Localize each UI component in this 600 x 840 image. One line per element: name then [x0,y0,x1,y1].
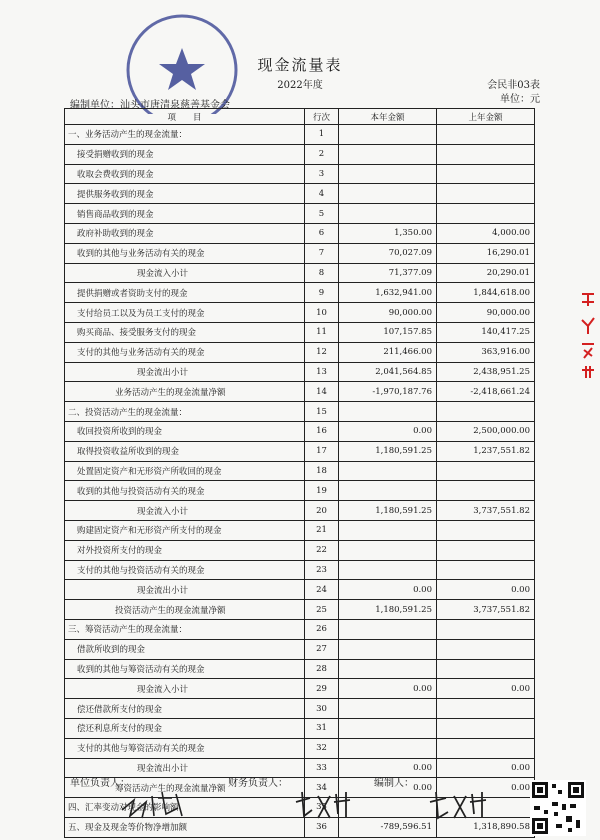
row-current-amount [339,639,437,659]
table-row [65,421,535,441]
row-previous-amount: 90,000.00 [437,303,535,323]
table-row [65,342,535,362]
row-item-label: 收回投资所收到的现金 [65,421,305,441]
row-item-label: 收到的其他与筹资活动有关的现金 [65,659,305,679]
row-previous-amount [437,619,535,639]
row-previous-amount [437,184,535,204]
row-current-amount: 0.00 [339,580,437,600]
principal-label: 单位负责人： [70,778,130,789]
row-item-label: 支付的其他与业务活动有关的现金 [65,342,305,362]
row-item-label: 收到的其他与投资活动有关的现金 [65,481,305,501]
row-line-number: 22 [305,540,339,560]
row-line-number: 32 [305,738,339,758]
table-row [65,481,535,501]
row-line-number: 13 [305,362,339,382]
row-previous-amount [437,481,535,501]
table-row [65,402,535,422]
table-row [65,184,535,204]
row-line-number: 6 [305,223,339,243]
row-previous-amount [437,718,535,738]
unit-label: 单位：元 [500,94,540,105]
row-previous-amount [437,125,535,145]
row-current-amount: 107,157.85 [339,322,437,342]
table-row [65,639,535,659]
organization-label: 编制单位：汕头市唐清泉慈善基金会 [70,100,230,111]
column-header-line: 行次 [305,109,339,125]
table-row [65,125,535,145]
document-title: 现金流量表 [257,56,343,74]
table-row [65,619,535,639]
row-item-label: 业务活动产生的现金流量净额 [65,382,305,402]
row-previous-amount: 0.00 [437,758,535,778]
row-previous-amount [437,699,535,719]
row-item-label: 购建固定资产和无形资产所支付的现金 [65,520,305,540]
row-line-number: 8 [305,263,339,283]
row-line-number: 9 [305,283,339,303]
row-line-number: 19 [305,481,339,501]
signature-principal [118,788,188,822]
row-line-number: 23 [305,560,339,580]
row-item-label: 提供捐赠或者资助支付的现金 [65,283,305,303]
row-item-label: 取得投资收益所收到的现金 [65,441,305,461]
row-item-label: 现金流入小计 [65,263,305,283]
row-line-number: 1 [305,125,339,145]
table-row [65,738,535,758]
row-current-amount [339,540,437,560]
row-line-number: 7 [305,243,339,263]
row-previous-amount [437,144,535,164]
row-current-amount: 0.00 [339,421,437,441]
row-current-amount [339,699,437,719]
table-row [65,441,535,461]
row-line-number: 30 [305,699,339,719]
row-current-amount [339,125,437,145]
row-previous-amount: 0.00 [437,778,535,798]
row-line-number: 20 [305,501,339,521]
row-item-label: 二、投资活动产生的现金流量： [65,402,305,422]
table-row [65,362,535,382]
row-current-amount [339,184,437,204]
table-row [65,659,535,679]
row-previous-amount: 1,318,890.58 [437,817,535,837]
row-previous-amount: 140,417.25 [437,322,535,342]
row-previous-amount: 2,438,951.25 [437,362,535,382]
row-line-number: 3 [305,164,339,184]
row-line-number: 18 [305,461,339,481]
row-item-label: 销售商品收到的现金 [65,204,305,224]
row-previous-amount [437,204,535,224]
fiscal-year: 2022年度 [277,80,323,91]
row-line-number: 14 [305,382,339,402]
row-item-label: 五、现金及现金等价物净增加额 [65,817,305,837]
row-item-label: 现金流出小计 [65,362,305,382]
row-previous-amount: 4,000.00 [437,223,535,243]
row-previous-amount: 1,237,551.82 [437,441,535,461]
row-item-label: 购买商品、接受服务支付的现金 [65,322,305,342]
row-line-number: 26 [305,619,339,639]
row-previous-amount [437,540,535,560]
row-current-amount [339,461,437,481]
table-row [65,520,535,540]
table-row [65,322,535,342]
table-row [65,501,535,521]
column-header-current-year: 本年金额 [339,109,437,125]
row-item-label: 对外投资所支付的现金 [65,540,305,560]
row-item-label: 支付的其他与投资活动有关的现金 [65,560,305,580]
row-current-amount: 71,377.09 [339,263,437,283]
row-previous-amount: 3,737,551.82 [437,600,535,620]
preparer-label: 编制人： [374,778,414,789]
row-current-amount [339,560,437,580]
row-current-amount: 0.00 [339,758,437,778]
row-item-label: 支付给员工以及为员工支付的现金 [65,303,305,323]
row-line-number: 5 [305,204,339,224]
finance-label: 财务负责人： [228,778,288,789]
row-line-number: 34 [305,778,339,798]
row-line-number: 31 [305,718,339,738]
row-current-amount: 1,350.00 [339,223,437,243]
row-current-amount: 1,180,591.25 [339,600,437,620]
row-previous-amount [437,461,535,481]
form-code: 会民非03表 [487,80,540,91]
row-previous-amount: 1,844,618.00 [437,283,535,303]
table-row [65,758,535,778]
row-previous-amount: -2,418,661.24 [437,382,535,402]
row-previous-amount [437,560,535,580]
column-header-item: 项 目 [65,109,305,125]
row-line-number: 29 [305,679,339,699]
table-row [65,243,535,263]
row-item-label: 处置固定资产和无形资产所收回的现金 [65,461,305,481]
row-current-amount: 2,041,564.85 [339,362,437,382]
row-item-label: 现金流出小计 [65,758,305,778]
row-line-number: 36 [305,817,339,837]
table-header-row [65,109,535,125]
row-current-amount: 0.00 [339,778,437,798]
table-row [65,382,535,402]
cash-flow-table [64,108,535,838]
row-current-amount [339,520,437,540]
row-item-label: 支付的其他与筹资活动有关的现金 [65,738,305,758]
row-line-number: 27 [305,639,339,659]
row-item-label: 提供服务收到的现金 [65,184,305,204]
row-current-amount: 1,180,591.25 [339,501,437,521]
row-item-label: 现金流入小计 [65,501,305,521]
row-line-number: 25 [305,600,339,620]
table-row [65,600,535,620]
table-row [65,144,535,164]
table-row [65,223,535,243]
row-line-number: 24 [305,580,339,600]
row-line-number: 15 [305,402,339,422]
red-stamp-marks [578,290,598,380]
row-line-number: 11 [305,322,339,342]
row-line-number: 12 [305,342,339,362]
row-item-label: 偿还利息所支付的现金 [65,718,305,738]
row-previous-amount: 20,290.01 [437,263,535,283]
row-item-label: 现金流出小计 [65,580,305,600]
row-previous-amount [437,402,535,422]
row-current-amount: -1,970,187.76 [339,382,437,402]
row-previous-amount: 0.00 [437,679,535,699]
row-item-label: 接受捐赠收到的现金 [65,144,305,164]
row-previous-amount [437,738,535,758]
table-row [65,283,535,303]
row-previous-amount [437,639,535,659]
table-row [65,580,535,600]
qr-code [530,780,586,836]
row-current-amount: -789,596.51 [339,817,437,837]
row-current-amount: 1,632,941.00 [339,283,437,303]
table-row [65,204,535,224]
signature-preparer [424,788,494,822]
row-current-amount: 1,180,591.25 [339,441,437,461]
row-line-number: 10 [305,303,339,323]
table-row [65,540,535,560]
row-previous-amount [437,659,535,679]
table-row [65,303,535,323]
row-item-label: 政府补助收到的现金 [65,223,305,243]
table-row [65,461,535,481]
row-item-label: 四、汇率变动对现金的影响额 [65,798,305,818]
table-row [65,263,535,283]
row-item-label: 三、筹资活动产生的现金流量： [65,619,305,639]
row-previous-amount: 3,737,551.82 [437,501,535,521]
signature-finance [290,788,360,822]
row-current-amount [339,164,437,184]
row-line-number: 21 [305,520,339,540]
row-current-amount [339,204,437,224]
row-item-label: 借款所收到的现金 [65,639,305,659]
row-item-label: 一、业务活动产生的现金流量： [65,125,305,145]
row-current-amount [339,619,437,639]
row-item-label: 收取会费收到的现金 [65,164,305,184]
row-current-amount [339,659,437,679]
row-current-amount [339,738,437,758]
table-row [65,679,535,699]
row-previous-amount [437,164,535,184]
row-item-label: 偿还借款所支付的现金 [65,699,305,719]
row-line-number: 2 [305,144,339,164]
row-item-label: 收到的其他与业务活动有关的现金 [65,243,305,263]
column-header-previous-year: 上年金额 [437,109,535,125]
row-previous-amount: 2,500,000.00 [437,421,535,441]
row-current-amount [339,402,437,422]
row-line-number: 17 [305,441,339,461]
row-previous-amount: 0.00 [437,580,535,600]
row-current-amount [339,718,437,738]
row-current-amount: 90,000.00 [339,303,437,323]
row-current-amount: 211,466.00 [339,342,437,362]
row-previous-amount [437,520,535,540]
row-item-label: 筹资活动产生的现金流量净额 [65,778,305,798]
row-current-amount [339,144,437,164]
table-row [65,699,535,719]
row-item-label: 现金流入小计 [65,679,305,699]
row-current-amount: 0.00 [339,679,437,699]
row-line-number: 4 [305,184,339,204]
row-line-number: 28 [305,659,339,679]
row-previous-amount: 363,916.00 [437,342,535,362]
row-line-number: 16 [305,421,339,441]
table-row [65,560,535,580]
row-line-number: 33 [305,758,339,778]
row-previous-amount: 16,290.01 [437,243,535,263]
row-line-number: 35 [305,798,339,818]
row-item-label: 投资活动产生的现金流量净额 [65,600,305,620]
row-current-amount: 70,027.09 [339,243,437,263]
table-row [65,718,535,738]
table-row [65,164,535,184]
row-current-amount [339,481,437,501]
